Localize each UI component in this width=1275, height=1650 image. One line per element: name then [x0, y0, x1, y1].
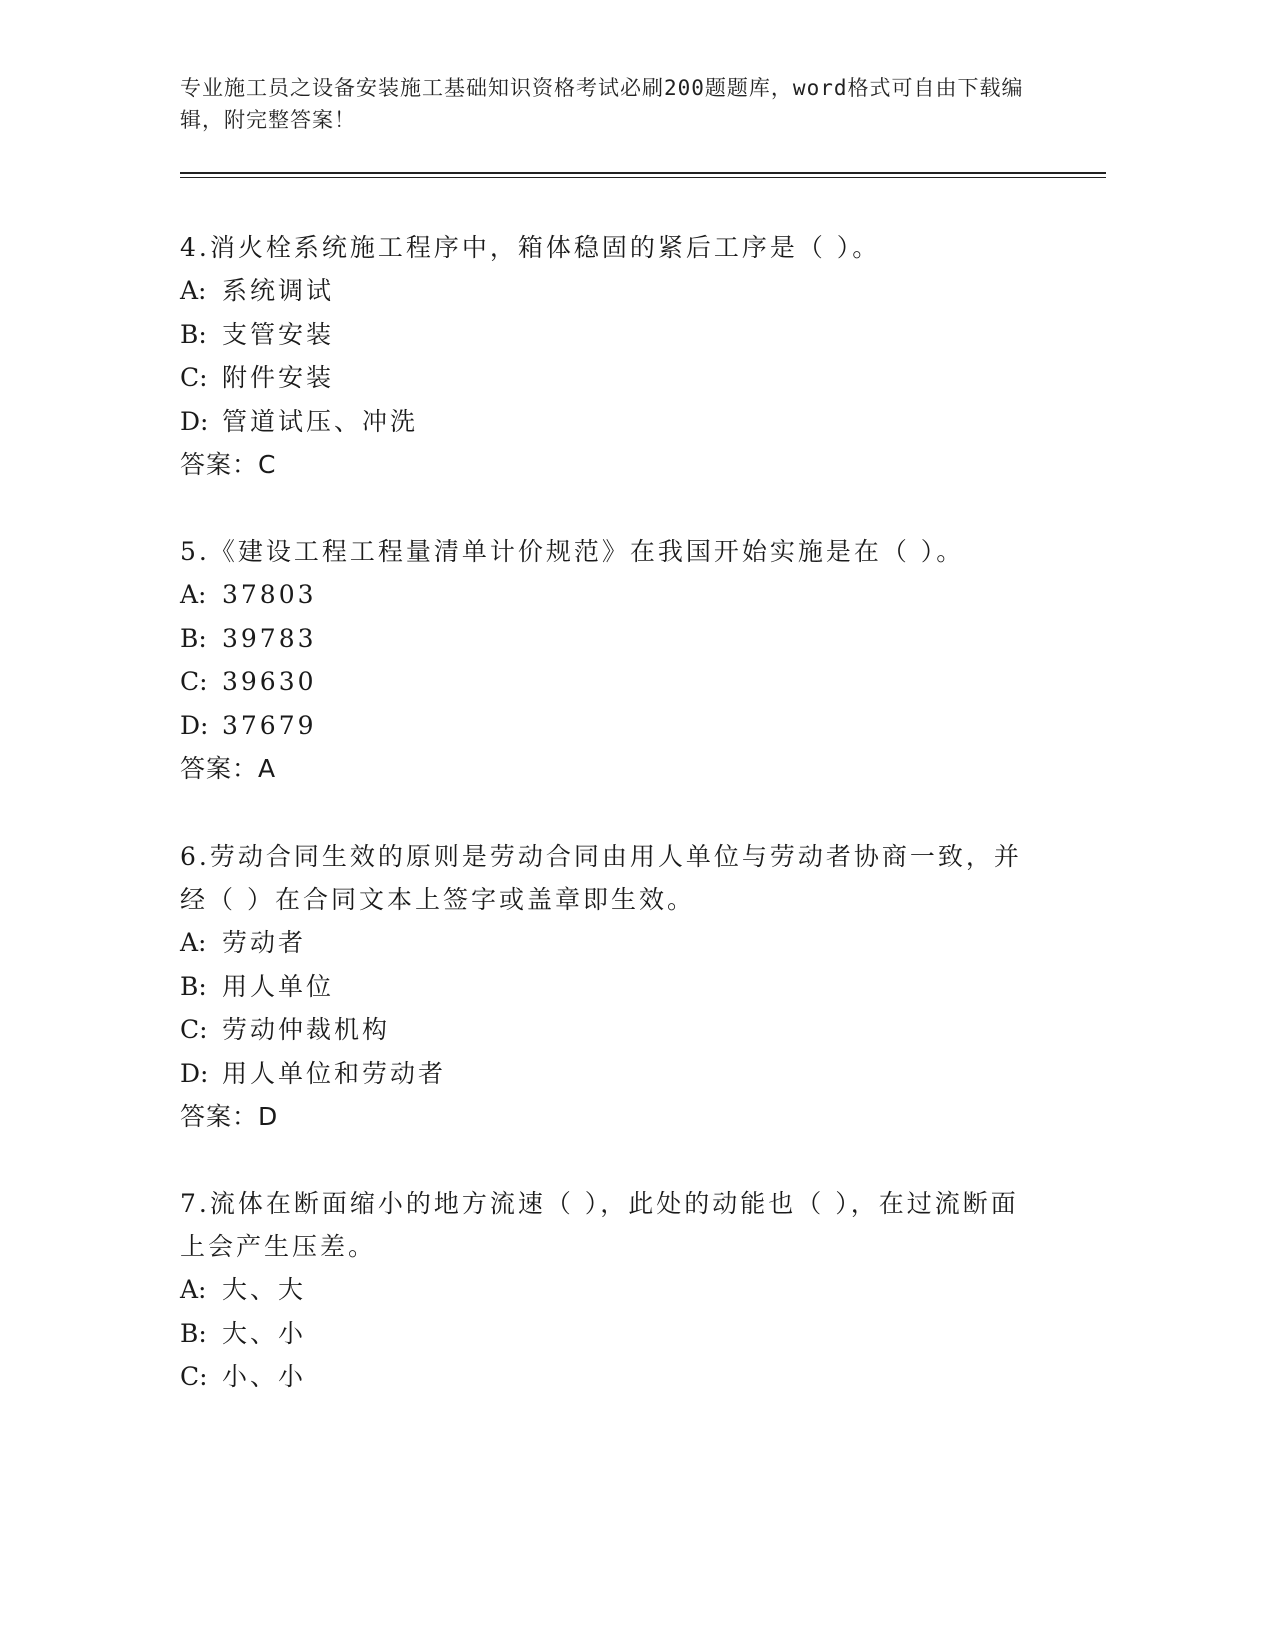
option-text: 37803: [222, 580, 317, 609]
question-7: [180, 1182, 1040, 1399]
option-a: [180, 921, 1040, 965]
option-letter: A:: [180, 1275, 207, 1304]
option-letter: B:: [180, 623, 207, 653]
option-text: 用人单位和劳动者: [222, 1058, 447, 1088]
option-a: [180, 573, 1040, 617]
option-text: 37679: [222, 710, 317, 740]
option-letter: C:: [180, 363, 208, 392]
option-text: 39783: [222, 623, 317, 653]
answer-line: 答案：D: [180, 1102, 279, 1131]
option-b: [180, 313, 1040, 357]
question-6: [180, 835, 1040, 1138]
option-letter: C:: [180, 1362, 208, 1391]
header-divider-thick: [180, 172, 1106, 174]
option-text: 用人单位: [222, 971, 335, 1001]
header-title: 专业施工员之设备安装施工基础知识资格考试必刷200题题库，word格式可自由下载编辑，附完整答案！: [180, 76, 1024, 132]
option-letter: B:: [180, 319, 207, 349]
option-b: [180, 1312, 1040, 1356]
option-letter: D:: [180, 406, 209, 436]
option-letter: B:: [180, 971, 207, 1001]
option-d: [180, 400, 1040, 444]
option-letter: A:: [180, 580, 207, 609]
option-text: 劳动者: [222, 928, 307, 957]
option-d: [180, 1052, 1040, 1096]
question-4: [180, 226, 1040, 486]
header-divider-thin: [180, 177, 1106, 178]
answer-line: 答案：A: [180, 754, 277, 783]
option-text: 小、小: [222, 1362, 307, 1391]
document-header: [180, 72, 1060, 136]
option-c: [180, 1355, 1040, 1399]
option-letter: C:: [180, 667, 208, 696]
option-letter: D:: [180, 1058, 209, 1088]
option-text: 39630: [222, 667, 317, 696]
question-stem: 6.劳动合同生效的原则是劳动合同由用人单位与劳动者协商一致，并经（ ）在合同文本上签字或盖章即生效。: [180, 842, 1022, 914]
option-text: 大、大: [222, 1275, 307, 1304]
option-text: 支管安装: [222, 319, 335, 349]
question-5: [180, 530, 1040, 790]
option-text: 附件安装: [222, 363, 335, 392]
question-stem: 5.《建设工程工程量清单计价规范》在我国开始实施是在（ ）。: [180, 537, 965, 566]
option-b: [180, 617, 1040, 661]
option-d: [180, 704, 1040, 748]
option-c: [180, 356, 1040, 400]
option-letter: A:: [180, 928, 207, 957]
option-letter: A:: [180, 276, 207, 305]
option-a: [180, 269, 1040, 313]
question-stem: 4.消火栓系统施工程序中，箱体稳固的紧后工序是（ ）。: [180, 233, 881, 262]
option-letter: C:: [180, 1015, 208, 1044]
option-c: [180, 1008, 1040, 1052]
option-text: 系统调试: [222, 276, 335, 305]
option-a: [180, 1268, 1040, 1312]
answer-line: 答案：C: [180, 450, 277, 479]
option-letter: B:: [180, 1318, 207, 1348]
option-text: 管道试压、冲洗: [222, 406, 419, 436]
option-letter: D:: [180, 710, 209, 740]
question-stem: 7.流体在断面缩小的地方流速（ ），此处的动能也（ ），在过流断面上会产生压差。: [180, 1189, 1019, 1261]
option-text: 大、小: [222, 1318, 307, 1348]
option-text: 劳动仲裁机构: [222, 1015, 391, 1044]
option-c: [180, 660, 1040, 704]
option-b: [180, 965, 1040, 1009]
